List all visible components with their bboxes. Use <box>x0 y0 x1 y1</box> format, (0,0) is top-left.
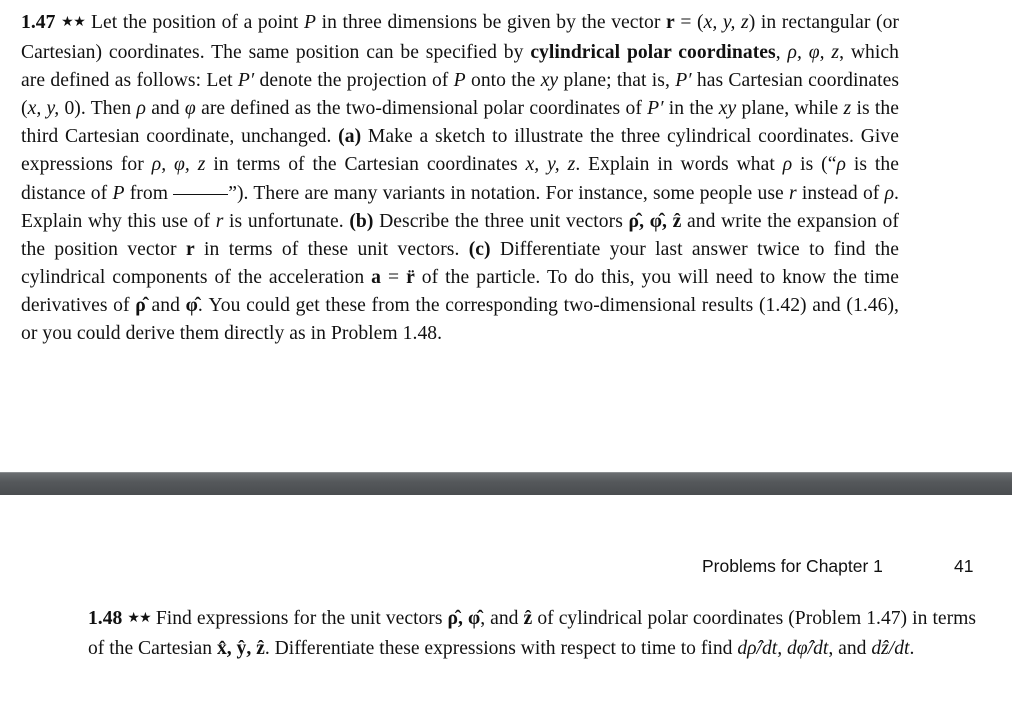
fill-in-blank <box>173 193 228 195</box>
math-symbol: r <box>788 182 797 204</box>
page-number: 41 <box>954 556 974 576</box>
math-symbol: ρ <box>836 154 846 176</box>
problem-1-47 <box>21 9 899 348</box>
text-segment: and write the expansion of the position vector <box>21 210 899 260</box>
text-segment: Differentiate your last answer twice to find the cylindrical components of the acceleration <box>21 238 899 288</box>
math-symbol: P′ <box>237 70 255 92</box>
text-segment: and <box>145 294 186 316</box>
math-symbol: ρ, φ, z <box>787 42 840 64</box>
math-vector: r <box>666 12 675 33</box>
text-segment: , and <box>828 638 872 660</box>
text-segment: , and <box>480 608 524 629</box>
problem-number: 1.47 <box>21 12 56 33</box>
text-segment: = <box>381 266 407 288</box>
difficulty-stars-icon: ★★ <box>127 611 151 626</box>
math-symbol: P <box>303 12 317 33</box>
math-symbol: P <box>453 70 466 92</box>
text-segment: , <box>775 42 788 64</box>
math-symbol: ρ <box>884 182 895 204</box>
math-unit-vector: φ̂ <box>185 294 198 316</box>
part-label-c: (c) <box>468 238 491 260</box>
text-segment: plane, while <box>736 98 844 120</box>
math-symbol: ρ <box>782 154 793 176</box>
math-symbol: x, y, <box>27 98 60 120</box>
math-symbol: xy <box>718 98 737 120</box>
math-symbol: P′ <box>647 98 664 120</box>
math-symbol: xy <box>540 70 559 92</box>
math-vector: a <box>371 266 381 288</box>
text-segment: . You could get these from the corresponding two-dimensional results (1.42) and (1.46), or you could derive them directly as in Problem 1.48. <box>21 294 899 345</box>
math-symbol: P′ <box>675 70 692 92</box>
text-segment: Find expressions for the unit vectors <box>155 608 448 629</box>
math-unit-vectors: x̂, ŷ, ẑ <box>216 638 265 660</box>
text-segment: 0). Then <box>59 98 137 120</box>
math-derivatives: dρ̂/dt, dφ̂/dt <box>737 638 829 660</box>
page-bottom <box>0 495 1012 707</box>
text-segment: , which are defined as follows: Let <box>21 42 899 92</box>
math-symbol: z <box>843 98 852 120</box>
math-unit-vector: ẑ <box>523 608 533 629</box>
problem-1-48 <box>88 605 976 663</box>
text-segment: ) in rectangular (or Cartesian) coordinates. The same position can be specified by <box>21 12 900 64</box>
text-segment: ”). There are many variants in notation. For instance, some people use <box>228 182 789 204</box>
text-segment: Make a sketch to illustrate the three cylindrical coordinates. Give expressions for <box>21 126 899 176</box>
math-symbol: x, y, z <box>525 154 576 176</box>
math-unit-vectors: ρ̂, φ̂ <box>447 608 481 629</box>
text-segment: has Cartesian coordinates ( <box>21 70 900 120</box>
text-segment: in the <box>663 98 719 120</box>
text-segment: Let the position of a point <box>91 12 304 33</box>
text-segment: are defined as the two-dimensional polar coordinates of <box>195 98 648 120</box>
text-segment: onto the <box>465 70 541 92</box>
part-label-a: (a) <box>338 126 362 148</box>
problem-number: 1.48 <box>88 608 123 629</box>
text-segment: Describe the three unit vectors <box>373 210 629 232</box>
math-unit-vector: ρ̂ <box>135 294 146 316</box>
part-label-b: (b) <box>349 210 374 232</box>
text-segment: is the distance of <box>21 154 899 204</box>
math-symbol: x, y, z <box>703 12 749 33</box>
text-segment: is the third Cartesian coordinate, unchanged. <box>21 98 900 148</box>
math-symbol: ρ, φ, z <box>151 154 206 176</box>
text-segment: . Explain why this use of <box>21 182 899 232</box>
math-symbol: P <box>112 182 125 204</box>
math-derivative: dẑ/dt <box>871 638 910 660</box>
text-segment: denote the projection of <box>254 70 454 92</box>
text-segment: . Differentiate these expressions with respect to time to find <box>264 638 738 660</box>
text-segment: of cylindrical polar coordinates (Problem 1.47) in terms of the Cartesian <box>88 608 976 660</box>
page-break-divider <box>0 472 1012 496</box>
math-vector: r <box>185 238 195 260</box>
math-symbol: ρ <box>136 98 146 120</box>
math-symbol: r <box>215 210 224 232</box>
math-unit-vectors: ρ̂, φ̂, ẑ <box>628 210 682 232</box>
text-segment: . <box>909 638 915 660</box>
difficulty-stars-icon: ★★ <box>61 15 86 30</box>
math-vector: r̈ <box>406 266 415 288</box>
math-symbol: φ <box>184 98 196 120</box>
text-segment: from <box>124 182 174 204</box>
text-segment: plane; that is, <box>558 70 676 92</box>
term-highlight: cylindrical polar coordinates <box>530 42 776 64</box>
text-segment: and <box>145 98 185 120</box>
text-segment: is unfortunate. <box>223 210 350 232</box>
text-segment: instead of <box>796 182 885 204</box>
text-segment: in terms of these unit vectors. <box>194 238 469 260</box>
text-segment: = ( <box>674 12 704 33</box>
running-header: Problems for Chapter 1 <box>702 556 883 576</box>
text-segment: in three dimensions be given by the vector <box>316 12 667 33</box>
text-segment: . Explain in words what <box>575 154 783 176</box>
text-segment: is (“ <box>792 154 837 176</box>
text-segment: in terms of the Cartesian coordinates <box>205 154 526 176</box>
text-segment: of the particle. To do this, you will need to know the time derivatives of <box>21 266 900 316</box>
